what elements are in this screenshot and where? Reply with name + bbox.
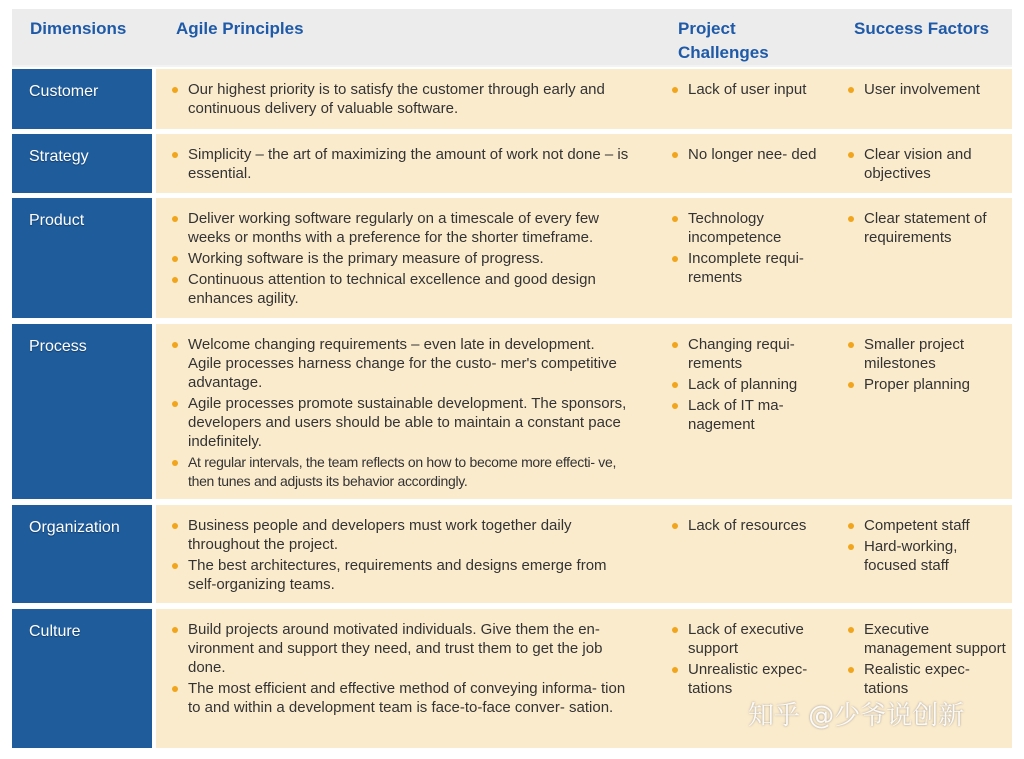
project-challenges-cell [671,145,821,166]
list-item: Changing requi- rements [671,335,821,373]
watermark: 知乎 @少爷说创新 [748,701,965,731]
dimension-cell: Customer [12,69,152,129]
project-challenges-cell [671,335,821,436]
list-item: Agile processes promote sustainable development. The sponsors, developers and users should be able to maintain a constant pace indefinitely. [171,394,631,451]
list-item: Executive management support [847,620,1007,658]
list-item: Hard-working, focused staff [847,537,1007,575]
dimension-cell: Culture [12,609,152,748]
dimension-cell: Organization [12,505,152,603]
list-item: Our highest priority is to satisfy the customer through early and continuous delivery of valuable software. [171,80,631,118]
list-item: Build projects around motivated individuals. Give them the en- vironment and support they need, and trust them to get the job done. [171,620,631,677]
agile-table [12,9,1012,67]
project-challenges-cell [671,620,821,700]
success-factors-cell [847,516,1007,577]
list-item: Lack of planning [671,375,821,394]
dimension-cell: Process [12,324,152,499]
agile-principles-cell [171,209,631,310]
list-item: Business people and developers must work together daily throughout the project. [171,516,631,554]
list-item: Lack of user input [671,80,821,99]
list-item: Clear vision and objectives [847,145,1007,183]
table-row [12,505,1012,603]
success-factors-cell [847,80,1007,101]
header-agile-principles: Agile Principles [176,19,304,38]
project-challenges-cell [671,80,821,101]
list-item: Unrealistic expec- tations [671,660,821,698]
agile-principles-cell [171,145,631,185]
list-item: Working software is the primary measure of progress. [171,249,631,268]
list-item: User involvement [847,80,1007,99]
list-item: Clear statement of requirements [847,209,1007,247]
success-factors-cell [847,209,1007,249]
table-header [12,9,1012,67]
table-row [12,134,1012,193]
list-item: The most efficient and effective method of conveying informa- tion to and within a development team is face-to-face conver- sation. [171,679,631,717]
success-factors-cell [847,145,1007,185]
table-row [12,324,1012,499]
table-row [12,198,1012,318]
success-factors-cell [847,335,1007,396]
list-item: Welcome changing requirements – even late in development. Agile processes harness change for the custo- mer's competitive advantage. [171,335,631,392]
agile-principles-cell [171,516,631,596]
list-item: Realistic expec- tations [847,660,1007,698]
list-item: Lack of resources [671,516,821,535]
list-item: At regular intervals, the team reflects on how to become more effecti- ve, then tunes and adjusts its behavior accordingly. [171,453,631,491]
project-challenges-cell [671,209,821,289]
header-success-factors: Success Factors [854,19,990,38]
agile-principles-cell [171,80,631,120]
list-item: Continuous attention to technical excellence and good design enhances agility. [171,270,631,308]
list-item: Lack of IT ma- nagement [671,396,821,434]
list-item: Simplicity – the art of maximizing the amount of work not done – is essential. [171,145,631,183]
dimension-cell: Product [12,198,152,318]
list-item: Deliver working software regularly on a timescale of every few weeks or months with a preference for the shorter timeframe. [171,209,631,247]
list-item: Incomplete requi- rements [671,249,821,287]
list-item: No longer nee- ded [671,145,821,164]
success-factors-cell [847,620,1007,700]
header-dimensions: Dimensions [30,19,127,38]
agile-principles-cell [171,335,631,493]
table-row [12,69,1012,129]
agile-principles-cell [171,620,631,719]
list-item: Technology incompetence [671,209,821,247]
list-item: Lack of executive support [671,620,821,658]
list-item: Proper planning [847,375,1007,394]
project-challenges-cell [671,516,821,537]
list-item: Competent staff [847,516,1007,535]
list-item: Smaller project milestones [847,335,1007,373]
header-project-challenges: Project Challenges [678,19,769,62]
dimension-cell: Strategy [12,134,152,193]
list-item: The best architectures, requirements and designs emerge from self-organizing teams. [171,556,631,594]
